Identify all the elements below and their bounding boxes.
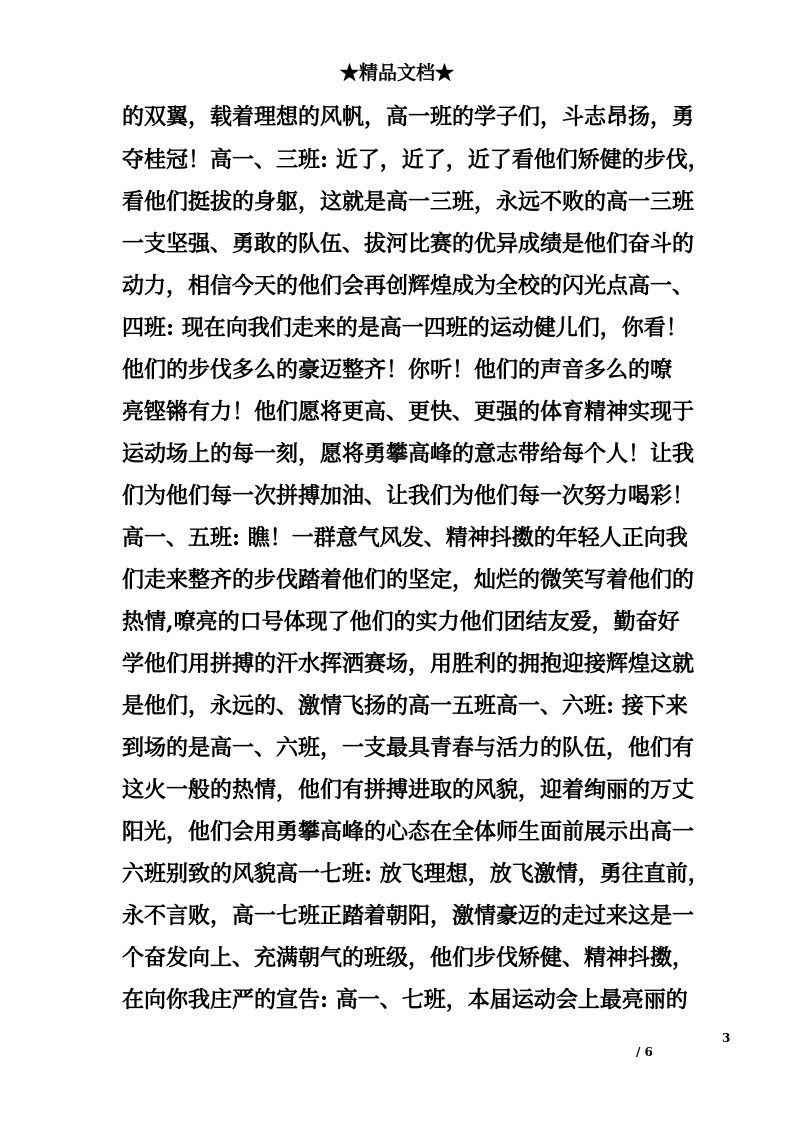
body-line: 一支坚强、勇敢的队伍、拔河比赛的优异成绩是他们奋斗的 <box>122 231 695 257</box>
body-line: 在向你我庄严的宣告: 高一、七班，本届运动会上最亮丽的 <box>122 987 688 1013</box>
body-line: 热情,嘹亮的口号体现了他们的实力他们团结友爱，勤奋好 <box>122 609 680 635</box>
body-line: 个奋发向上、充满朝气的班级，他们步伐矫健、精神抖擞， <box>122 945 695 971</box>
body-line: 看他们挺拔的身躯，这就是高一三班，永远不败的高一三班 <box>122 189 695 215</box>
body-line: 们为他们每一次拼搏加油、让我们为他们每一次努力喝彩！ <box>122 483 695 509</box>
body-line: 运动场上的每一刻，愿将勇攀高峰的意志带给每个人！让我 <box>122 441 695 467</box>
page-number: 3 <box>722 1031 731 1045</box>
body-line: 们走来整齐的步伐踏着他们的坚定，灿烂的微笑写着他们的 <box>122 567 695 593</box>
body-line: 动力，相信今天的他们会再创辉煌成为全校的闪光点高一、 <box>122 273 695 299</box>
body-line: 他们的步伐多么的豪迈整齐！你听！他们的声音多么的嘹 <box>122 357 673 383</box>
body-line: 的双翼，载着理想的风帆，高一班的学子们，斗志昂扬，勇 <box>122 104 695 130</box>
body-line: 高一、五班: 瞧！一群意气风发、精神抖擞的年轻人正向我 <box>122 525 688 551</box>
body-line: 这火一般的热情，他们有拼搏进取的风貌，迎着绚丽的万丈 <box>122 777 695 803</box>
body-line: 四班: 现在向我们走来的是高一四班的运动健儿们，你看！ <box>122 315 688 341</box>
body-line: 夺桂冠！高一、三班: 近了，近了，近了看他们矫健的步伐， <box>122 147 710 173</box>
body-line: 亮铿锵有力！他们愿将更高、更快、更强的体育精神实现于 <box>122 399 695 425</box>
body-line: 学他们用拼搏的汗水挥洒赛场，用胜利的拥抱迎接辉煌这就 <box>122 651 695 677</box>
body-line: 到场的是高一、六班，一支最具青春与活力的队伍，他们有 <box>122 735 695 761</box>
body-line: 是他们，永远的、激情飞扬的高一五班高一、六班: 接下来 <box>122 693 688 719</box>
page-total: / 6 <box>636 1045 653 1059</box>
document-header-title: ★精品文档★ <box>339 62 454 84</box>
body-line: 阳光，他们会用勇攀高峰的心态在全体师生面前展示出高一 <box>122 819 695 845</box>
body-line: 六班别致的风貌高一七班: 放飞理想，放飞激情，勇往直前， <box>122 861 710 887</box>
body-line: 永不言败，高一七班正踏着朝阳，激情豪迈的走过来这是一 <box>122 903 695 929</box>
